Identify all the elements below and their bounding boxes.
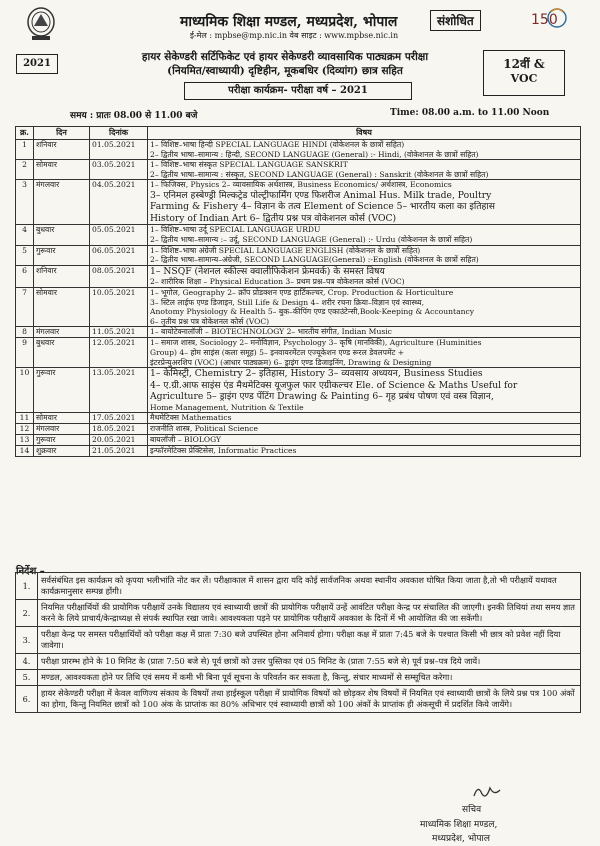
instruction-number: 3. bbox=[16, 627, 38, 654]
subject-line: Farming & Fishery 4– विज्ञान के तत्व Element of Science 5– भारतीय कला का इतिहास bbox=[150, 201, 495, 213]
instruction-text: सर्वसंबंधित इस कार्यक्रम को कृपया भलीभांति नोट कर लें। परीक्षाकाल में शासन द्वारा यदि कोई सार्वजनिक अथवा स्थानीय अवकाश घोषित किया जाता है,तो भी परीक्षायें यथावत कार्यक्रमानुसार सम्पन्न होंगी। bbox=[38, 573, 581, 600]
subject-line: 1– विशिष्ट–भाषा संस्कृत SPECIAL LANGUAGE SANSKRIT bbox=[150, 160, 348, 170]
table-row bbox=[16, 413, 581, 424]
row-date: 10.05.2021 bbox=[90, 287, 148, 326]
contact-line: ई-मेल : mpbse@mp.nic.in वेब साइट : www.mpbse.nic.in bbox=[190, 31, 399, 40]
subject-line: 1– विशिष्ट–भाषा हिन्दी SPECIAL LANGUAGE HINDI (वोकेशनल के छात्रों सहित) bbox=[150, 140, 405, 149]
row-no: 4 bbox=[16, 225, 34, 245]
table-row bbox=[16, 180, 581, 225]
instruction-row bbox=[16, 686, 581, 713]
row-day: मंगलवार bbox=[34, 180, 90, 225]
row-subjects bbox=[148, 338, 581, 368]
subject-line: 2– द्वितीय भाषा–सामान्य–अंग्रेजी, SECOND LANGUAGE(General) :-English (वोकेशनल के छात्रों सहित) bbox=[150, 255, 479, 265]
subject-line: 3– स्टिल लाईफ एण्ड डिजाइन, Still Life & Design 4– शरीर रचना क्रिया–विज्ञान एवं स्वास्थ्य, bbox=[150, 297, 425, 307]
instruction-row bbox=[16, 573, 581, 600]
row-subjects bbox=[148, 245, 581, 265]
subject-line: 1– विशिष्ट–भाषा अंग्रेजी SPECIAL LANGUAGE ENGLISH (वोकेशनल के छात्रों सहित) bbox=[150, 245, 421, 255]
row-subjects bbox=[148, 265, 581, 287]
header-date: दिनांक bbox=[90, 127, 148, 140]
subject-line: 2– द्वितीय भाषा–सामान्य : हिन्दी, SECOND LANGUAGE (General) :- Hindi, (वोकेशनल के छात्रों सहित) bbox=[150, 149, 479, 159]
row-no: 12 bbox=[16, 424, 34, 435]
subject-line: 1– बायोटेक्नालॉजी – BIOTECHNOLOGY 2– भारतीय संगीत, Indian Music bbox=[150, 327, 392, 337]
row-subjects bbox=[148, 446, 581, 457]
signature-mark-icon bbox=[470, 782, 510, 802]
row-no: 14 bbox=[16, 446, 34, 457]
row-day: बुधवार bbox=[34, 225, 90, 245]
row-date: 11.05.2021 bbox=[90, 327, 148, 338]
table-row bbox=[16, 327, 581, 338]
svg-text:150: 150 bbox=[531, 12, 558, 28]
subject-line: 4– ए.ग्री.आफ साइंस एंड मैथमेटिक्स यूजफुल फार एग्रीकल्चर Ele. of Science & Maths Useful for bbox=[150, 379, 518, 391]
table-row bbox=[16, 245, 581, 265]
instruction-row bbox=[16, 670, 581, 686]
signature-org: माध्यमिक शिक्षा मण्डल, bbox=[420, 820, 498, 830]
row-no: 8 bbox=[16, 327, 34, 338]
row-date: 13.05.2021 bbox=[90, 368, 148, 413]
table-row bbox=[16, 287, 581, 326]
row-no: 3 bbox=[16, 180, 34, 225]
row-date: 18.05.2021 bbox=[90, 424, 148, 435]
row-date: 05.05.2021 bbox=[90, 225, 148, 245]
instruction-number: 4. bbox=[16, 654, 38, 670]
row-no: 7 bbox=[16, 287, 34, 326]
subject-line: इन्फॉरमेटिक्स प्रेक्टिसेस, Informatic Practices bbox=[150, 446, 297, 456]
row-no: 13 bbox=[16, 435, 34, 446]
instruction-number: 2. bbox=[16, 600, 38, 627]
subject-line: 1– विशिष्ट–भाषा उर्दू SPECIAL LANGUAGE URDU bbox=[150, 225, 321, 235]
row-no: 10 bbox=[16, 368, 34, 413]
row-subjects bbox=[148, 368, 581, 413]
instruction-text: परीक्षा केन्द्र पर समस्त परीक्षार्थियों को परीक्षा कक्ष में प्रातः 7:30 बजे उपस्थित होना अनिवार्य होगा। परीक्षा कक्ष में प्रातः 7:45 बजे के पश्चात किसी भी छात्र को प्रवेश नहीं दिया जावेगा। bbox=[38, 627, 581, 654]
table-row bbox=[16, 160, 581, 180]
row-day: गुरूवार bbox=[34, 245, 90, 265]
row-no: 1 bbox=[16, 140, 34, 160]
table-row bbox=[16, 435, 581, 446]
instruction-number: 1. bbox=[16, 573, 38, 600]
row-subjects bbox=[148, 140, 581, 160]
row-date: 04.05.2021 bbox=[90, 180, 148, 225]
row-subjects bbox=[148, 287, 581, 326]
150-years-badge-icon bbox=[523, 4, 573, 34]
row-day: शनिवार bbox=[34, 265, 90, 287]
row-day: सोमवार bbox=[34, 413, 90, 424]
subject-line: Home Management, Nutrition & Textile bbox=[150, 402, 304, 412]
row-subjects bbox=[148, 180, 581, 225]
row-subjects bbox=[148, 160, 581, 180]
row-day: सोमवार bbox=[34, 160, 90, 180]
row-date: 21.05.2021 bbox=[90, 446, 148, 457]
schedule-table bbox=[15, 126, 581, 457]
row-no: 6 bbox=[16, 265, 34, 287]
instruction-text: परीक्षा प्रारम्भ होने के 10 मिनिट के (प्रातः 7:50 बजे से) पूर्व छात्रों को उत्तर पुस्तिका एवं 05 मिनिट के (प्रातः 7:55 बजे से) पूर्व प्रश्न–पत्र दिये जायें। bbox=[38, 654, 581, 670]
exam-heading-line1: हायर सेकेण्डरी सर्टिफिकेट एवं हायर सेकेण्डरी व्यावसायिक पाठ्यक्रम परीक्षा bbox=[141, 51, 429, 63]
instruction-row bbox=[16, 600, 581, 627]
subject-line: Anotomy Physiology & Health 5– बुक–कीपिंग एण्ड एकाउंटेन्सी,Book-Keeping & Accountancy bbox=[150, 307, 475, 317]
row-day: बुधवार bbox=[34, 338, 90, 368]
instruction-text: हायर सेकेण्डरी परीक्षा में केवल वाणिज्य संकाय के विषयों तथा हाईस्कूल परीक्षा में प्रायोगिक विषयों को छोड़कर शेष विषयों में नियमित एवं स्वाध्यायी छात्रों के लिये प्रश्न पत्र 100 अंकों का होगा, किन्तु नियमित छात्रों को 100 अंक के प्राप्तांक का 80% अधिभार एवं स्वाध्यायी छात्रों को 100 अंकों के प्राप्तांक ही अंकसूची में प्रदर्शित किये जायेंगे। bbox=[38, 686, 581, 713]
class-sub: VOC bbox=[510, 72, 538, 85]
board-emblem-icon bbox=[26, 6, 56, 42]
row-subjects bbox=[148, 424, 581, 435]
row-no: 2 bbox=[16, 160, 34, 180]
row-day: सोमवार bbox=[34, 287, 90, 326]
subject-line: 2– द्वितीय भाषा–सामान्य :– उर्दू, SECOND LANGUAGE (General) :- Urdu (वोकेशनल के छात्रों सहित) bbox=[150, 235, 473, 245]
row-day: मंगलवार bbox=[34, 327, 90, 338]
schedule-title: परीक्षा कार्यक्रम- परीक्षा वर्ष – 2021 bbox=[184, 82, 412, 100]
instruction-row bbox=[16, 654, 581, 670]
row-subjects bbox=[148, 225, 581, 245]
row-day: गुरूवार bbox=[34, 435, 90, 446]
header-no: क्र. bbox=[16, 127, 34, 140]
board-name: माध्यमिक शिक्षा मण्डल, मध्यप्रदेश, भोपाल bbox=[180, 14, 398, 30]
subject-line: मैथमेटिक्स Mathematics bbox=[150, 413, 232, 423]
table-row bbox=[16, 338, 581, 368]
header-subject: विषय bbox=[148, 127, 581, 140]
subject-line: 2– द्वितीय भाषा–सामान्य : संस्कृत, SECOND LANGUAGE (General) : Sanskrit (वोकेशनल के छात्रों सहित) bbox=[150, 169, 489, 179]
row-subjects bbox=[148, 327, 581, 338]
instruction-text: मण्डल, आवश्यकता होने पर तिथि एवं समय में कमी भी बिना पूर्व सूचना के परिवर्तन कर सकता है, किन्तु, संचार माध्यमों से सम्सूचित करेगा। bbox=[38, 670, 581, 686]
row-subjects bbox=[148, 413, 581, 424]
revised-badge: संशोधित bbox=[430, 10, 481, 31]
table-row bbox=[16, 446, 581, 457]
signature-title: सचिव bbox=[462, 805, 482, 815]
table-row bbox=[16, 265, 581, 287]
subject-line: 3– एनिमल हस्बेण्ड्री मिल्कट्रेड पोल्ट्रीफार्मिंग एण्ड फिशरीज Animal Hus. Milk trade, Poultry bbox=[150, 189, 492, 201]
row-date: 20.05.2021 bbox=[90, 435, 148, 446]
row-date: 03.05.2021 bbox=[90, 160, 148, 180]
row-day: शनिवार bbox=[34, 140, 90, 160]
instructions-label: निर्देश – bbox=[16, 566, 45, 577]
row-date: 17.05.2021 bbox=[90, 413, 148, 424]
subject-line: 1– फिजिक्स, Physics 2– व्यावसायिक अर्थशास्त्र, Business Economics/ अर्थशास्त्र, Economics bbox=[150, 180, 452, 190]
instruction-row bbox=[16, 627, 581, 654]
instruction-text: नियमित परीक्षार्थियों की प्रायोगिक परीक्षायें उनके विद्यालय एवं स्वाध्यायी छात्रों की प्रायोगिक परीक्षायें उन्हें आवंटित परीक्षा केन्द्र पर संचालित की जाएगी। इनकी तिथियां तथा समय ज्ञात करने के लिये प्राचार्य/केन्द्राध्यक्ष से संपर्क स्थापित रखा जावे। आवश्यकता पड़ने पर प्रायोगिक परीक्षायें अवकाश के दिनों में भी आयोजित की जा सकेंगी। bbox=[38, 600, 581, 627]
subject-line: 1– भूगोल, Geography 2– क्रॉप प्रोडक्शन एण्ड हार्टिकल्चर, Crop. Production & Horticulture bbox=[150, 287, 454, 297]
subject-line: 1– समाज शास्त्र, Sociology 2– मनोविज्ञान, Psychology 3– कृषि (मानविकी), Agriculture (Huminities bbox=[150, 338, 482, 348]
subject-line: 2– शारीरिक शिक्षा – Physical Education 3– प्रथम प्रश्न–पत्र वोकेशनल कोर्स (VOC) bbox=[150, 277, 405, 287]
row-day: मंगलवार bbox=[34, 424, 90, 435]
subject-line: राजनीति शास्त्र, Political Science bbox=[150, 424, 259, 434]
class-label: 12वीं & bbox=[503, 57, 545, 71]
header-day: दिन bbox=[34, 127, 90, 140]
subject-line: 1– NSQF (नेशनल स्कील्स क्वालीफिकेशन फ्रेमवर्क) के समस्त विषय bbox=[150, 265, 385, 277]
subject-line: 1– केमिस्ट्री, Chemistry 2– इतिहास, History 3– व्यवसाय अध्ययन, Business Studies bbox=[150, 368, 483, 380]
time-hindi: समय : प्रातः 08.00 से 11.00 बजे bbox=[70, 111, 198, 121]
class-box bbox=[483, 50, 565, 96]
row-subjects bbox=[148, 435, 581, 446]
instruction-number: 5. bbox=[16, 670, 38, 686]
table-row bbox=[16, 140, 581, 160]
signature-place: मध्यप्रदेश, भोपाल bbox=[432, 834, 490, 844]
time-english: Time: 08.00 a.m. to 11.00 Noon bbox=[390, 108, 550, 118]
row-no: 9 bbox=[16, 338, 34, 368]
subject-line: Agriculture 5– ड्राइंग एण्ड पेंटिंग Drawing & Painting 6– गृह प्रबंध पोषण एवं वस्त्र विज्ञान, bbox=[150, 391, 494, 403]
row-day: शुक्रवार bbox=[34, 446, 90, 457]
subject-line: History of Indian Art 6– द्वितीय प्रश्न पत्र वोकेशनल कोर्स (VOC) bbox=[150, 212, 397, 224]
subject-line: बायलॉजी – BIOLOGY bbox=[150, 435, 222, 445]
row-no: 11 bbox=[16, 413, 34, 424]
subject-line: 6– तृतीय प्रश्न पत्र वोकेशनल कोर्स (VOC) bbox=[150, 316, 270, 326]
row-date: 01.05.2021 bbox=[90, 140, 148, 160]
subject-line: Group) 4– होम साइंस (कला समूह) 5– इनवायरमेंटल एज्यूकेशन एण्ड रूरल डेवलपमेंट + bbox=[150, 347, 405, 357]
instructions-table bbox=[15, 572, 581, 713]
table-row bbox=[16, 225, 581, 245]
table-row bbox=[16, 424, 581, 435]
subject-line: इंटरप्रेन्युअरशिप (VOC) (आधार पाठ्यक्रम) 6– ड्राइंग एण्ड डिजाइनिंग, Drawing & Designing bbox=[150, 357, 432, 367]
year-box: 2021 bbox=[16, 54, 58, 74]
instruction-number: 6. bbox=[16, 686, 38, 713]
table-row bbox=[16, 368, 581, 413]
row-day: गुरूवार bbox=[34, 368, 90, 413]
table-header-row bbox=[16, 127, 581, 140]
row-date: 12.05.2021 bbox=[90, 338, 148, 368]
row-date: 06.05.2021 bbox=[90, 245, 148, 265]
row-date: 08.05.2021 bbox=[90, 265, 148, 287]
exam-heading-line2: (नियमित/स्वाध्यायी) दृष्टिहीन, मूकबधिर (दिव्यांग) छात्र सहित bbox=[167, 65, 403, 77]
row-no: 5 bbox=[16, 245, 34, 265]
